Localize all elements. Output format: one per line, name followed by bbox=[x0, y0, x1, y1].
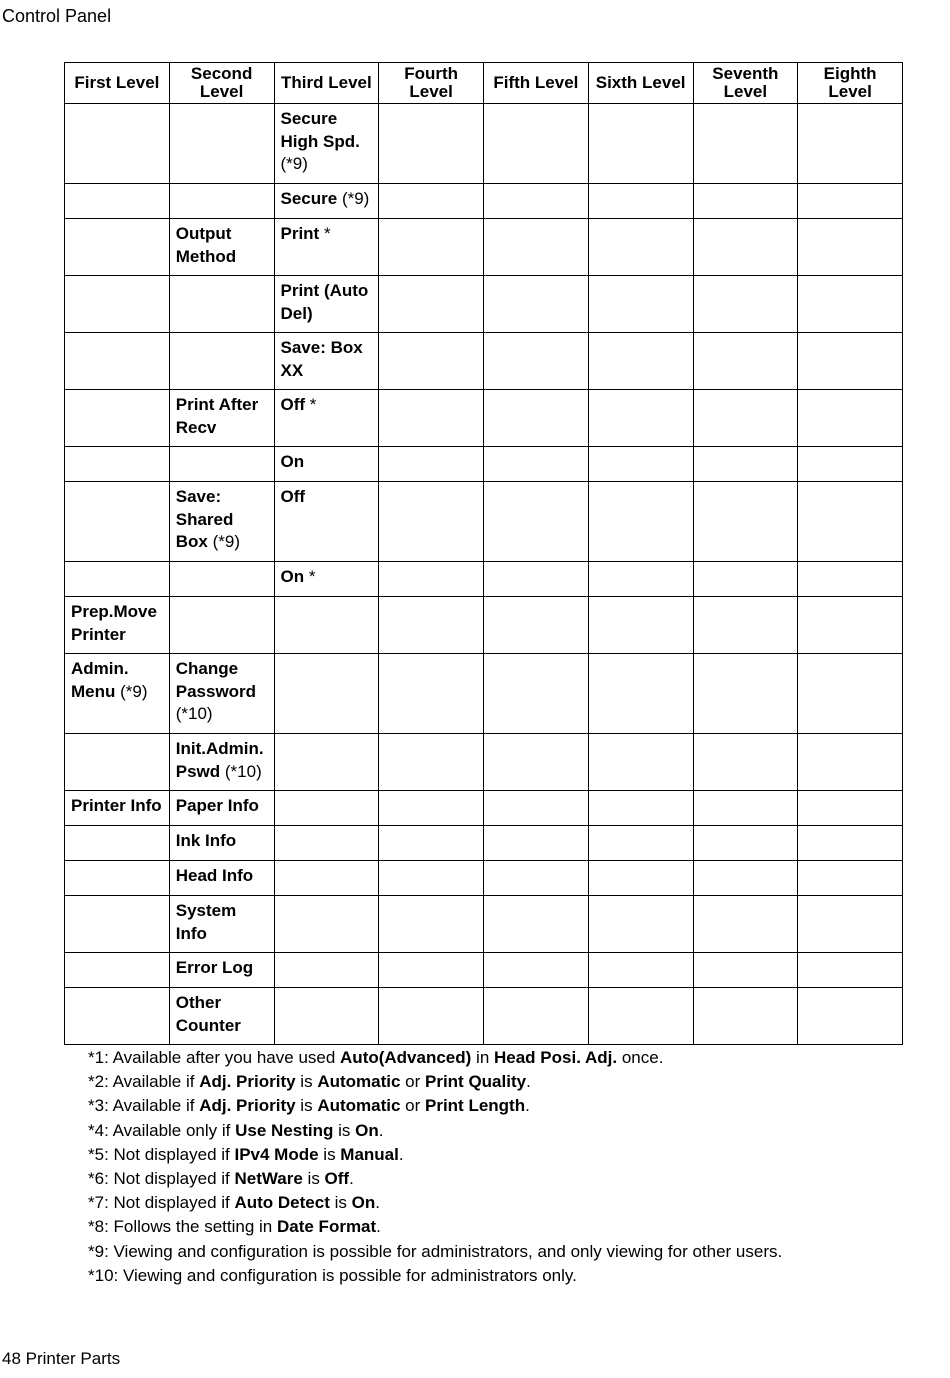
column-header: Second Level bbox=[169, 63, 274, 104]
footnote-text: is bbox=[295, 1096, 318, 1116]
table-cell bbox=[693, 791, 798, 826]
table-cell bbox=[693, 826, 798, 861]
footnote-text: *7: Not displayed if bbox=[88, 1193, 235, 1213]
menu-item-label: Secure bbox=[280, 189, 338, 208]
menu-item-note: (*10) bbox=[224, 761, 262, 781]
table-cell bbox=[588, 826, 693, 861]
table-cell bbox=[693, 390, 798, 447]
table-cell bbox=[169, 276, 274, 333]
footnote-text: or bbox=[400, 1072, 425, 1092]
menu-item-label: Prep.Move Printer bbox=[71, 602, 157, 644]
table-cell bbox=[379, 333, 484, 390]
footnote-keyword: Print Quality bbox=[425, 1072, 527, 1092]
table-cell bbox=[169, 896, 274, 953]
table-cell bbox=[588, 562, 693, 597]
table-header-row bbox=[65, 63, 903, 104]
table-cell bbox=[274, 219, 379, 276]
footnote-text: is bbox=[318, 1144, 341, 1164]
footnote-keyword: Adj. Priority bbox=[199, 1096, 296, 1116]
footnote bbox=[88, 1191, 782, 1215]
table-cell bbox=[798, 447, 903, 482]
table-cell bbox=[65, 104, 170, 184]
footnote-text: once. bbox=[617, 1048, 664, 1067]
table-cell bbox=[588, 333, 693, 390]
table-cell bbox=[484, 184, 589, 219]
table-cell bbox=[484, 861, 589, 896]
table-row bbox=[65, 826, 903, 861]
table-cell bbox=[693, 861, 798, 896]
table-cell bbox=[379, 953, 484, 988]
footnote-text: *1: Available after you have used bbox=[88, 1048, 341, 1067]
footnote-text: or bbox=[400, 1096, 425, 1116]
table-cell bbox=[588, 184, 693, 219]
menu-item-note: (*9) bbox=[280, 154, 308, 173]
table-cell bbox=[693, 562, 798, 597]
table-cell bbox=[588, 219, 693, 276]
table-cell bbox=[484, 988, 589, 1045]
menu-item-label: Admin. Menu bbox=[71, 659, 129, 701]
table-cell bbox=[379, 826, 484, 861]
table-cell bbox=[484, 597, 589, 654]
table-cell bbox=[169, 333, 274, 390]
table-cell bbox=[798, 184, 903, 219]
footnote-keyword: Auto(Advanced) bbox=[340, 1048, 472, 1067]
menu-item-note: (*10) bbox=[175, 704, 213, 723]
table-cell bbox=[169, 482, 274, 562]
table-cell bbox=[798, 861, 903, 896]
table-cell bbox=[274, 791, 379, 826]
table-cell bbox=[798, 734, 903, 791]
table-cell bbox=[65, 276, 170, 333]
table-cell bbox=[693, 988, 798, 1045]
table-cell bbox=[798, 597, 903, 654]
menu-item-label: Off bbox=[280, 395, 306, 414]
table-row bbox=[65, 734, 903, 791]
footnote-text: *2: Available if bbox=[88, 1072, 200, 1092]
table-row bbox=[65, 184, 903, 219]
footnote bbox=[88, 1046, 782, 1070]
footnotes bbox=[88, 1046, 782, 1288]
table-cell bbox=[484, 390, 589, 447]
table-cell bbox=[588, 861, 693, 896]
footnote-keyword: Head Posi. Adj. bbox=[494, 1048, 618, 1067]
table-cell bbox=[693, 953, 798, 988]
table-cell bbox=[379, 562, 484, 597]
table-row bbox=[65, 390, 903, 447]
table-cell bbox=[274, 184, 379, 219]
menu-item-label: Secure High Spd. bbox=[280, 109, 360, 151]
table-cell bbox=[798, 654, 903, 734]
table-cell bbox=[65, 896, 170, 953]
menu-item-label: On bbox=[280, 567, 305, 586]
table-cell bbox=[169, 184, 274, 219]
menu-item-label: Change Password bbox=[175, 659, 257, 701]
table-cell bbox=[588, 390, 693, 447]
table-row bbox=[65, 896, 903, 953]
menu-item-label: Output Method bbox=[175, 224, 237, 266]
menu-item-label: Print bbox=[280, 224, 320, 243]
footnote-keyword: Auto Detect bbox=[234, 1193, 330, 1213]
footnote-text: in bbox=[471, 1048, 494, 1067]
footnote bbox=[88, 1167, 782, 1191]
table-cell bbox=[169, 104, 274, 184]
table-cell bbox=[588, 734, 693, 791]
footnote-text: . bbox=[526, 1072, 531, 1092]
table-row bbox=[65, 482, 903, 562]
table-cell bbox=[588, 791, 693, 826]
table-cell bbox=[693, 333, 798, 390]
table-cell bbox=[693, 447, 798, 482]
footnote-keyword: Manual bbox=[340, 1144, 399, 1164]
table-cell bbox=[169, 861, 274, 896]
table-cell bbox=[274, 896, 379, 953]
footnote-keyword: Automatic bbox=[317, 1096, 401, 1116]
footnote-keyword: On bbox=[351, 1193, 376, 1213]
table-cell bbox=[484, 562, 589, 597]
table-cell bbox=[379, 104, 484, 184]
column-header: Eighth Level bbox=[798, 63, 903, 104]
table-row bbox=[65, 219, 903, 276]
column-header: Seventh Level bbox=[693, 63, 798, 104]
table-cell bbox=[484, 482, 589, 562]
menu-item-label: Ink Info bbox=[175, 831, 237, 850]
menu-item-note: * bbox=[309, 395, 317, 414]
table-cell bbox=[65, 861, 170, 896]
menu-item-label: Paper Info bbox=[175, 796, 259, 815]
footnote-text: *5: Not displayed if bbox=[88, 1144, 235, 1164]
footnote-text: *10: Viewing and configuration is possible for administrators only. bbox=[88, 1265, 577, 1285]
menu-item-label: Save: Shared Box bbox=[175, 487, 234, 551]
table-cell bbox=[798, 333, 903, 390]
table-cell bbox=[274, 447, 379, 482]
table-cell bbox=[169, 447, 274, 482]
table-body bbox=[65, 104, 903, 1045]
table-row bbox=[65, 447, 903, 482]
menu-item-label: Other Counter bbox=[175, 993, 241, 1035]
table-cell bbox=[798, 953, 903, 988]
footnote bbox=[88, 1264, 782, 1288]
footnote bbox=[88, 1215, 782, 1239]
footnote bbox=[88, 1240, 782, 1264]
footnote-text: . bbox=[349, 1169, 354, 1189]
footnote-text: . bbox=[525, 1096, 530, 1116]
table-cell bbox=[484, 734, 589, 791]
footnote-keyword: Off bbox=[324, 1169, 350, 1189]
table-cell bbox=[693, 219, 798, 276]
menu-item-label: Init.Admin. Pswd bbox=[175, 739, 264, 781]
table-cell bbox=[379, 276, 484, 333]
menu-item-note: (*9) bbox=[120, 681, 148, 701]
footnote-keyword: On bbox=[355, 1120, 379, 1140]
table-cell bbox=[379, 861, 484, 896]
table-row bbox=[65, 654, 903, 734]
footnote-keyword: Automatic bbox=[317, 1072, 401, 1092]
table-cell bbox=[693, 597, 798, 654]
table-row bbox=[65, 791, 903, 826]
table-cell bbox=[169, 791, 274, 826]
table-cell bbox=[379, 734, 484, 791]
column-header: First Level bbox=[65, 63, 170, 104]
menu-item-note: (*9) bbox=[212, 532, 241, 551]
footnote-text: *9: Viewing and configuration is possible for administrators, and only viewing for other users. bbox=[88, 1241, 783, 1261]
footnote bbox=[88, 1119, 782, 1143]
table-cell bbox=[379, 654, 484, 734]
table-cell bbox=[798, 896, 903, 953]
footnote-text: . bbox=[378, 1120, 384, 1140]
table-cell bbox=[65, 390, 170, 447]
table-cell bbox=[693, 482, 798, 562]
menu-item-label: Print (Auto Del) bbox=[280, 281, 369, 323]
table-cell bbox=[484, 104, 589, 184]
menu-item-note: (*9) bbox=[341, 189, 370, 208]
page-section-title: Control Panel bbox=[2, 6, 112, 26]
column-header: Fourth Level bbox=[379, 63, 484, 104]
table-cell bbox=[274, 390, 379, 447]
table-cell bbox=[798, 562, 903, 597]
menu-item-label: Error Log bbox=[175, 958, 254, 977]
footnote-text: . bbox=[376, 1217, 381, 1237]
footnote-text: *3: Available if bbox=[88, 1096, 200, 1116]
table-cell bbox=[274, 734, 379, 791]
table-cell bbox=[484, 826, 589, 861]
table-cell bbox=[798, 482, 903, 562]
footnote-text: is bbox=[329, 1193, 352, 1213]
footnote-keyword: IPv4 Mode bbox=[234, 1144, 319, 1164]
table-row bbox=[65, 276, 903, 333]
table-cell bbox=[798, 219, 903, 276]
table-cell bbox=[588, 896, 693, 953]
table-cell bbox=[274, 333, 379, 390]
table-row bbox=[65, 562, 903, 597]
table-cell bbox=[798, 276, 903, 333]
table-cell bbox=[65, 791, 170, 826]
table-cell bbox=[169, 826, 274, 861]
table-cell bbox=[379, 597, 484, 654]
table-cell bbox=[379, 219, 484, 276]
footnote-text: . bbox=[398, 1144, 404, 1164]
footnote-text: . bbox=[375, 1193, 380, 1213]
table-cell bbox=[65, 826, 170, 861]
table-cell bbox=[693, 184, 798, 219]
table-cell bbox=[65, 219, 170, 276]
table-row bbox=[65, 861, 903, 896]
table-cell bbox=[169, 953, 274, 988]
table-cell bbox=[798, 104, 903, 184]
footnote-text: *8: Follows the setting in bbox=[88, 1217, 277, 1237]
menu-item-label: Off bbox=[280, 487, 306, 506]
table-row bbox=[65, 953, 903, 988]
table-cell bbox=[798, 390, 903, 447]
table-cell bbox=[274, 654, 379, 734]
table-row bbox=[65, 597, 903, 654]
table-cell bbox=[693, 104, 798, 184]
footnote bbox=[88, 1143, 782, 1167]
table-row bbox=[65, 988, 903, 1045]
table-cell bbox=[274, 482, 379, 562]
table-cell bbox=[798, 791, 903, 826]
table-cell bbox=[484, 219, 589, 276]
table-cell bbox=[484, 333, 589, 390]
table-cell bbox=[484, 791, 589, 826]
table-cell bbox=[274, 597, 379, 654]
table-cell bbox=[65, 597, 170, 654]
table-cell bbox=[379, 791, 484, 826]
table-cell bbox=[65, 184, 170, 219]
menu-item-label: Printer Info bbox=[71, 796, 162, 815]
table-cell bbox=[65, 333, 170, 390]
footnote-keyword: Date Format bbox=[276, 1217, 377, 1237]
footnote-keyword: Adj. Priority bbox=[199, 1072, 296, 1092]
footnote-text: is bbox=[295, 1072, 318, 1092]
table-cell bbox=[169, 390, 274, 447]
table-cell bbox=[65, 734, 170, 791]
column-header: Fifth Level bbox=[484, 63, 589, 104]
table-cell bbox=[379, 184, 484, 219]
table-cell bbox=[588, 597, 693, 654]
table-cell bbox=[484, 654, 589, 734]
table-cell bbox=[379, 390, 484, 447]
table-cell bbox=[379, 896, 484, 953]
footnote-keyword: NetWare bbox=[234, 1169, 303, 1189]
footnote bbox=[88, 1094, 782, 1118]
table-cell bbox=[274, 826, 379, 861]
table-cell bbox=[588, 482, 693, 562]
table-cell bbox=[588, 953, 693, 988]
table-cell bbox=[484, 896, 589, 953]
table-cell bbox=[274, 562, 379, 597]
table-cell bbox=[379, 482, 484, 562]
table-cell bbox=[65, 562, 170, 597]
table-cell bbox=[65, 482, 170, 562]
table-cell bbox=[65, 988, 170, 1045]
table-cell bbox=[693, 276, 798, 333]
table-cell bbox=[588, 988, 693, 1045]
table-cell bbox=[588, 654, 693, 734]
table-cell bbox=[169, 219, 274, 276]
table-cell bbox=[169, 562, 274, 597]
footnote-text: is bbox=[302, 1169, 325, 1189]
table-cell bbox=[65, 447, 170, 482]
page-footer: 48 Printer Parts bbox=[2, 1349, 121, 1368]
table-cell bbox=[484, 276, 589, 333]
table-cell bbox=[65, 654, 170, 734]
menu-item-note: * bbox=[323, 224, 331, 243]
table-cell bbox=[484, 953, 589, 988]
menu-item-note: * bbox=[308, 567, 316, 586]
menu-item-label: Head Info bbox=[175, 866, 254, 885]
table-cell bbox=[484, 447, 589, 482]
table-cell bbox=[274, 861, 379, 896]
table-cell bbox=[274, 276, 379, 333]
menu-item-label: Save: Box XX bbox=[280, 338, 363, 380]
footnote-keyword: Print Length bbox=[425, 1096, 526, 1116]
table-cell bbox=[693, 654, 798, 734]
table-cell bbox=[588, 104, 693, 184]
footnote-text: is bbox=[333, 1120, 356, 1140]
menu-item-label: On bbox=[280, 452, 305, 471]
table-cell bbox=[169, 988, 274, 1045]
table-cell bbox=[169, 654, 274, 734]
table-cell bbox=[65, 953, 170, 988]
footnote-text: *4: Available only if bbox=[88, 1120, 236, 1140]
menu-structure-table bbox=[64, 62, 903, 1045]
footnote-text: *6: Not displayed if bbox=[88, 1169, 235, 1189]
table-cell bbox=[169, 597, 274, 654]
table-cell bbox=[588, 447, 693, 482]
table-cell bbox=[274, 988, 379, 1045]
table-cell bbox=[169, 734, 274, 791]
table-cell bbox=[798, 988, 903, 1045]
table-row bbox=[65, 333, 903, 390]
column-header: Sixth Level bbox=[588, 63, 693, 104]
table-cell bbox=[379, 447, 484, 482]
table-cell bbox=[693, 734, 798, 791]
menu-item-label: System Info bbox=[175, 901, 237, 943]
menu-item-label: Print After Recv bbox=[175, 395, 259, 437]
table-row bbox=[65, 104, 903, 184]
table-cell bbox=[798, 826, 903, 861]
column-header: Third Level bbox=[274, 63, 379, 104]
table-cell bbox=[693, 896, 798, 953]
footnote bbox=[88, 1070, 782, 1094]
table-cell bbox=[588, 276, 693, 333]
footnote-keyword: Use Nesting bbox=[235, 1120, 334, 1140]
table-cell bbox=[274, 104, 379, 184]
table-cell bbox=[379, 988, 484, 1045]
table-cell bbox=[274, 953, 379, 988]
